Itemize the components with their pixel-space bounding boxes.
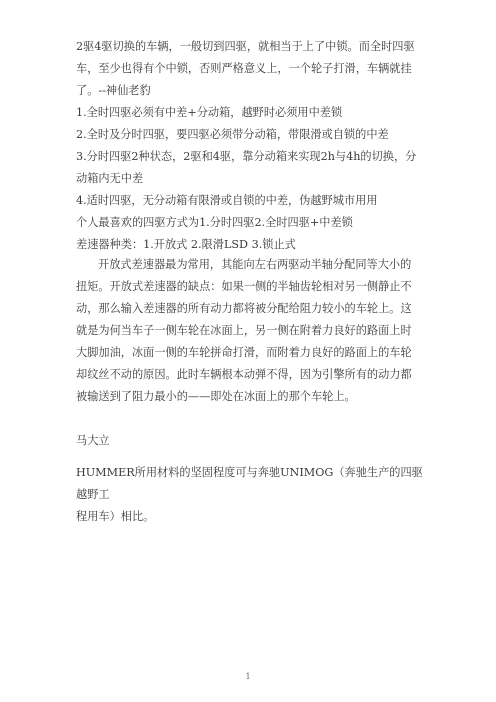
- list-line: 1.全时四驱必须有中差+分动箱，越野时必须用中差锁: [76, 106, 343, 119]
- body-line: 却纹丝不动的原因。此时车辆根本动弹不得，因为引擎所有的动力都: [76, 368, 412, 381]
- intro-line: 车，至少也得有个中锁，否则严格意义上，一个轮子打滑，车辆就挂: [76, 62, 412, 75]
- page-number: 1: [245, 672, 251, 681]
- body-line: 大脚加油，冰面一侧的车轮拼命打滑，而附着力良好的路面上的车轮: [76, 346, 412, 359]
- body-line: 动，那么输入差速器的所有动力都将被分配给阻力较小的车轮上。这: [76, 302, 412, 315]
- hummer-line: 程用车）相比。: [76, 510, 155, 523]
- body-line: 被输送到了阻力最小的——即处在冰面上的那个车轮上。: [76, 390, 356, 403]
- list-line: 4.适时四驱，无分动箱有限滑或自锁的中差，伪越野城市用用: [76, 194, 378, 207]
- author-line: 马大立: [76, 434, 110, 447]
- open-differential-paragraph: [76, 254, 424, 408]
- author-name: [76, 430, 424, 452]
- intro-paragraph: [76, 36, 424, 102]
- list-line: 2.全时及分时四驱，要四驱必须带分动箱，带限滑或自锁的中差: [76, 128, 389, 141]
- body-line: 扭矩。开放式差速器的缺点：如果一侧的半轴齿轮相对另一侧静止不: [76, 280, 412, 293]
- four-wheel-drive-list: [76, 102, 424, 256]
- list-line: 动箱内无中差: [76, 172, 144, 185]
- hummer-line: HUMMER所用材料的坚固程度可与奔驰UNIMOG（奔驰生产的四驱越野工: [76, 466, 423, 501]
- body-line: 开放式差速器最为常用，其能向左右两驱动半轴分配同等大小的: [98, 258, 412, 271]
- list-line: 3.分时四驱2种状态，2驱和4驱，靠分动箱来实现2h与4h的切换，分: [76, 150, 417, 163]
- list-line: 个人最喜欢的四驱方式为1.分时四驱2.全时四驱+中差锁: [76, 216, 353, 229]
- intro-line: 了。--神仙老豹: [76, 84, 151, 97]
- hummer-paragraph: [76, 462, 424, 528]
- body-line: 就是为何当车子一侧车轮在冰面上，另一侧在附着力良好的路面上时: [76, 324, 412, 337]
- list-line: 差速器种类：1.开放式 2.限滑LSD 3.锁止式: [76, 238, 296, 251]
- intro-line: 2驱4驱切换的车辆，一般切到四驱，就相当于上了中锁。而全时四驱: [76, 40, 415, 53]
